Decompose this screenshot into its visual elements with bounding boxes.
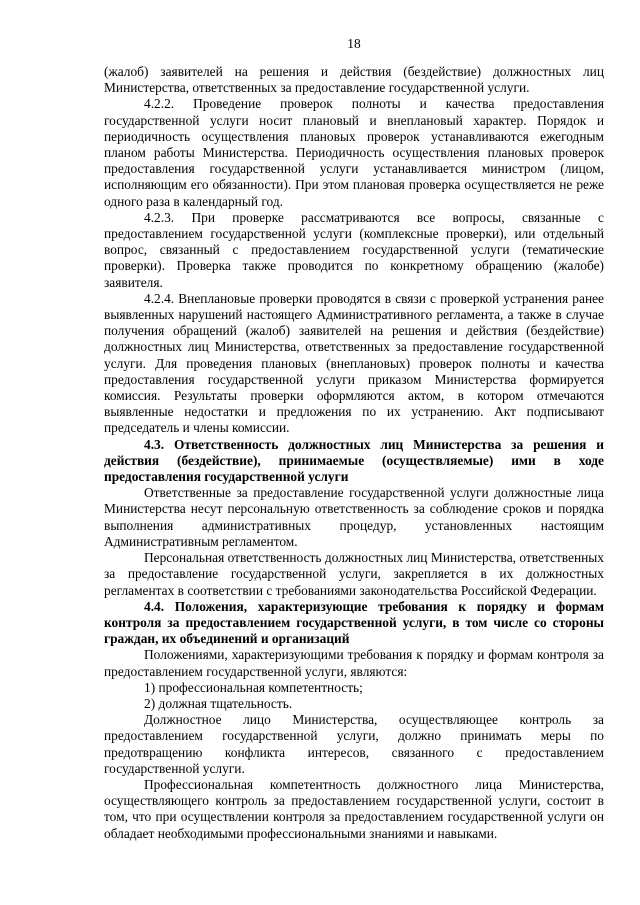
paragraph-4-2-2: 4.2.2. Проведение проверок полноты и качества предоставления государственной услуги носит плановый и внеплановый характер. Порядок и периодичность осуществления плановых проверок устанавливаются ежегодным планом работы Министерства. Периодичность осуществления плановых проверок предоставления государственной услуги устанавливается министром (лицом, исполняющим его обязанности). При этом плановая проверка осуществляется не реже одного раза в календарный год. [104,96,604,209]
paragraph-conflict-of-interest: Должностное лицо Министерства, осуществляющее контроль за предоставлением государственной услуги, должно принимать меры по предотвращению конфликта интересов, связанного с предоставлением государственной услуги. [104,712,604,776]
section-heading-4-4: 4.4. Положения, характеризующие требования к порядку и формам контроля за предоставлением государственной услуги, в том числе со стороны граждан, их объединений и организаций [104,598,604,647]
paragraph-4-2-4: 4.2.4. Внеплановые проверки проводятся в связи с проверкой устранения ранее выявленных нарушений настоящего Административного регламента, а также в случае получения обращений (жалоб) заявителей на решения и действия (бездействие) должностных лиц Министерства, ответственных за предоставление государственной услуги. Для проведения плановых (внеплановых) проверок полноты и качества предоставления государственной услуги приказом Министерства формируется комиссия. Результаты проверки оформляются актом, в котором отмечаются выявленные недостатки и предложения по их устранению. Акт подписывают председатель и члены комиссии. [104,290,604,436]
list-item-competence: 1) профессиональная компетентность; [144,679,363,695]
paragraph-control-requirements: Положениями, характеризующими требования к порядку и формам контроля за предоставлением государственной услуги, являются: [104,647,604,679]
page-number: 18 [347,36,361,51]
paragraph-responsibility-1: Ответственные за предоставление государственной услуги должностные лица Министерства несут персональную ответственность за соблюдение сроков и порядка выполнения административных процедур, установленных настоящим Административным регламентом. [104,485,604,549]
paragraph-continuation: (жалоб) заявителей на решения и действия (бездействие) должностных лиц Министерства, ответственных за предоставление государственной услуги. [104,64,604,96]
paragraph-professional-competence: Профессиональная компетентность должностного лица Министерства, осуществляющего контроль за предоставлением государственной услуги, состоит в том, что при осуществлении контроля за предоставлением государственной услуги он обладает необходимыми профессиональными знаниями и навыками. [104,776,604,841]
paragraph-responsibility-2: Персональная ответственность должностных лиц Министерства, ответственных за предоставление государственной услуги, закрепляется в их должностных регламентах в соответствии с требованиями законодательства Российской Федерации. [104,550,604,598]
list-item-diligence: 2) должная тщательность. [144,695,293,711]
paragraph-4-2-3: 4.2.3. При проверке рассматриваются все вопросы, связанные с предоставлением государственной услуги (комплексные проверки), или отдельный вопрос, связанный с предоставлением государственной услуги (тематические проверки). Проверка также проводится по конкретному обращению (жалобе) заявителя. [104,209,604,290]
section-heading-4-3: 4.3. Ответственность должностных лиц Министерства за решения и действия (бездействие), принимаемые (осуществляемые) ими в ходе предоставления государственной услуги [104,436,604,485]
